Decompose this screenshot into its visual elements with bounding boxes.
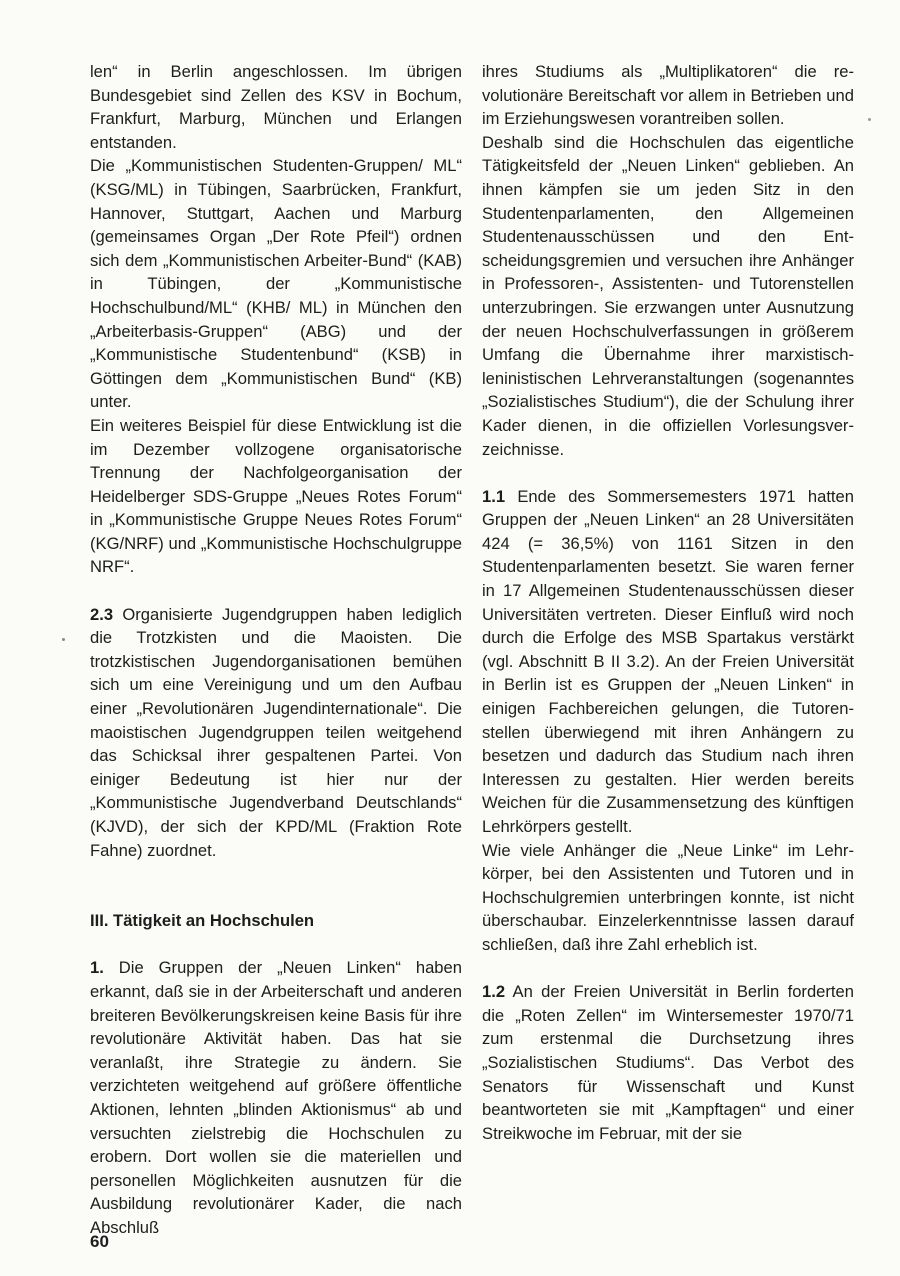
spacer	[90, 862, 462, 909]
section-text: Organisierte Jugendgruppen haben lediglich die Trotzkisten und die Maoisten. Die trotzkistischen Jugendorganisationen bemühen sich um eine Vereinigung und um den Aufbau einer „Revolutionären Jugendinternationale“. Die maoistischen Jugendgruppen teilen weitgehend das Schicksal ihrer gespaltenen Partei. Von einiger Bedeutung ist hier nur der „Kommunistische Jugendverband Deutschlands“ (KJVD), der sich der KPD/ML (Fraktion Rote Fahne) zuordnet.	[90, 604, 462, 860]
section-text: Die Gruppen der „Neuen Linken“ haben erkannt, daß sie in der Arbeiterschaft und anderen breiteren Bevölkerungskreisen keine Basis für ihre revolutionäre Aktivität haben. Das hat sie veranlaßt, ihre Strategie zu ändern. Sie verzichteten weitgehend auf größere öffentliche Aktionen, lehnten „blinden Aktionismus“ ab und versuchten zielstrebig die Hochschulen zu erobern. Dort wollen sie die materiellen und personellen Möglichkeiten ausnutzen für die Ausbildung revolutionärer Kader, die nach Abschluß	[90, 958, 462, 1237]
section-2-3	[90, 603, 462, 863]
section-1-2	[482, 980, 854, 1145]
section-number: 1.	[90, 958, 104, 978]
section-1-1	[482, 485, 854, 839]
paragraph: ihres Studiums als „Multiplikatoren“ die revolutionäre Bereitschaft vor allem in Betrieben und im Erziehungswesen vorantreiben sollen.	[482, 62, 854, 129]
section-text: Ende des Sommersemesters 1971 hatten Gruppen der „Neuen Linken“ an 28 Universitäten 424 (= 36,5%) von 1161 Sitzen in den Studentenparlamenten besetzt. Sie waren ferner in 17 Allgemeinen Studentenausschüssen dieser Universitäten vertreten. Dieser Einfluß wird noch durch die Erfolge des MSB Spartakus verstärkt (vgl. Abschnitt B II 3.2). An der Freien Universität in Berlin ist es Gruppen der „Neuen Linken“ in einigen Fachbereichen gelungen, die Tutorenstellen überwiegend mit ihren Anhängern zu besetzen und dadurch das Studium nach ihren Interessen zu gestalten. Hier werden bereits Weichen für die Zusammensetzung des künftigen Lehrkörpers gestellt.	[482, 486, 854, 836]
spacer	[482, 957, 854, 981]
paragraph: Ein weiteres Beispiel für diese Entwicklung ist die im Dezember vollzogene organisatorische Trennung der Nachfolgeorganisation der Heidelberger SDS-Gruppe „Neues Rotes Forum“ in „Kommunistische Gruppe Neues Rotes Forum“ (KG/NRF) und „Kommunistische Hochschulgruppe NRF“.	[90, 415, 462, 577]
page-number: 60	[90, 1232, 109, 1251]
paragraph: len“ in Berlin angeschlossen. Im übrigen Bundesgebiet sind Zellen des KSV in Bochum, Frankfurt, Marburg, München und Erlangen entstanden.	[90, 62, 462, 152]
right-column	[482, 60, 854, 1145]
section-text: An der Freien Universität in Berlin forderten die „Roten Zellen“ im Wintersemester 1970/71 zum erstenmal die Durchsetzung ihres „Sozialistischen Studiums“. Das Verbot des Senators für Wissenschaft und Kunst beantworteten sie mit „Kampftagen“ und einer Streikwoche im Februar, mit der sie	[482, 982, 854, 1143]
spacer	[482, 461, 854, 485]
spacer	[90, 579, 462, 603]
section-number: 2.3	[90, 604, 114, 624]
left-column	[90, 60, 462, 1240]
spacer	[90, 933, 462, 957]
paragraph: Die „Kommunistischen Studenten-Gruppen/ ML“ (KSG/ML) in Tübingen, Saarbrücken, Frankfurt, Hannover, Stuttgart, Aachen und Marburg (gemeinsames Organ „Der Rote Pfeil“) ordnen sich dem „Kommunistischen Arbeiter-Bund“ (KAB) in Tübingen, der „Kommunistische Hochschulbund/ML“ (KHB/ ML) in München den „Arbeiterbasis-Gruppen“ (ABG) und der „Kommunistische Studentenbund“ (KSB) in Göttingen dem „Kommunistischen Bund“ (KB) unter.	[90, 156, 462, 412]
section-number: 1.1	[482, 486, 506, 506]
chapter-heading: III. Tätigkeit an Hochschulen	[90, 911, 315, 931]
paragraph: Wie viele Anhänger die „Neue Linke“ im Lehrkörper, bei den Assistenten und Tutoren und in Hochschulgremien unterbringen konnte, ist nicht überschaubar. Einzelerkenntnisse lassen darauf schließen, daß ihre Zahl erheblich ist.	[482, 840, 854, 954]
section-1	[90, 956, 462, 1239]
paragraph: Deshalb sind die Hochschulen das eigentliche Tätigkeitsfeld der „Neuen Linken“ geblieben. An ihnen kämpfen sie um jeden Sitz in den Studentenparlamenten, den Allgemeinen Studentenausschüssen und den Entscheidungsgremien und versuchen ihre Anhänger in Professoren-, Assistenten- und Tutorenstellen unterzubringen. Sie erzwangen unter Ausnutzung der neuen Hochschulverfassungen in größerem Umfang die Übernahme ihrer marxistisch-leninistischen Lehrveranstaltungen (sogenanntes „Sozialistisches Studium“), die der Schulung ihrer Kader dienen, in die offiziellen Vorlesungsverzeichnisse.	[482, 132, 854, 459]
scan-speck	[62, 638, 65, 641]
section-number: 1.2	[482, 982, 506, 1002]
scan-speck	[868, 118, 871, 121]
